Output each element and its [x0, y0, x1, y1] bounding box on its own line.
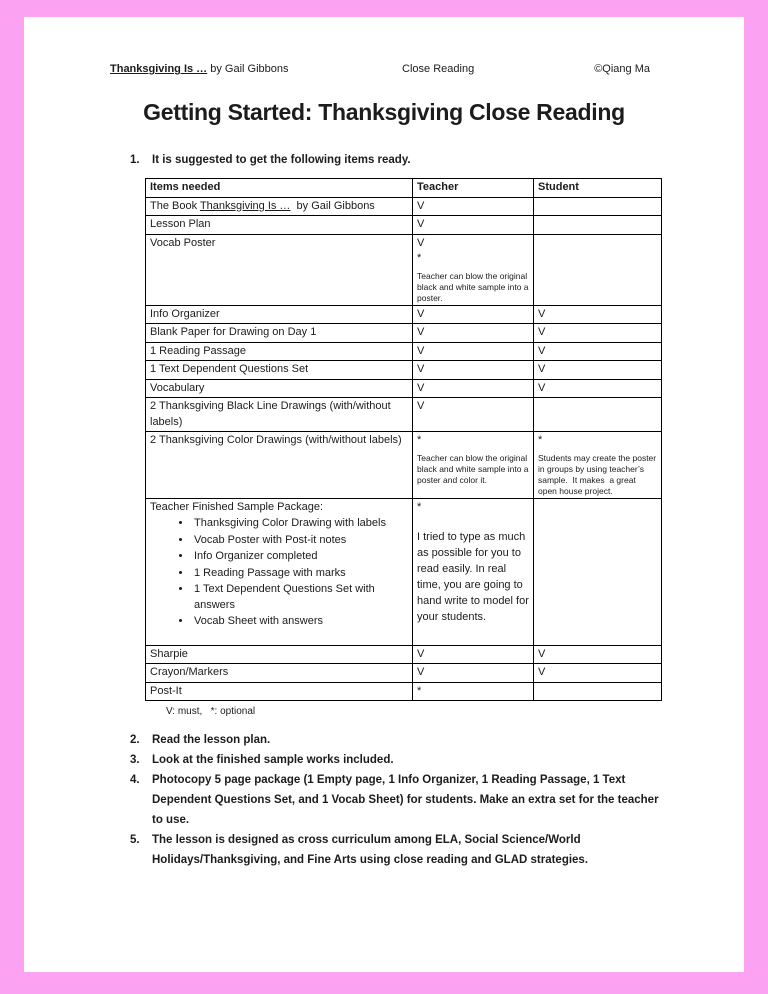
teacher-mark-optional: *: [417, 252, 422, 264]
student-cell: V: [534, 324, 662, 343]
teacher-cell: V: [413, 216, 534, 235]
teacher-cell: *: [413, 682, 534, 701]
package-bullet-list: [150, 516, 408, 630]
step-5: [130, 830, 686, 870]
student-cell: V: [534, 645, 662, 664]
table-row: [146, 305, 662, 324]
teacher-cell: V: [413, 361, 534, 380]
item-cell: Vocabulary: [146, 379, 413, 398]
table-legend: V: must, *: optional: [166, 706, 256, 717]
teacher-mark: V: [417, 236, 425, 249]
step-4: [130, 770, 686, 830]
package-bullet: • Vocab Sheet with answers: [192, 614, 408, 630]
table-row: [146, 379, 662, 398]
student-cell: [534, 432, 662, 499]
student-mark: *: [538, 434, 543, 446]
teacher-cell: V: [413, 342, 534, 361]
table-row: [146, 324, 662, 343]
table-header-row: [146, 179, 662, 198]
table-row: [146, 432, 662, 499]
table-row: [146, 342, 662, 361]
table-row: [146, 398, 662, 432]
step-number: 2.: [130, 734, 140, 746]
item-cell: 2 Thanksgiving Color Drawings (with/without labels): [146, 432, 413, 499]
item-cell: 1 Text Dependent Questions Set: [146, 361, 413, 380]
header-center-label: Close Reading: [402, 63, 475, 75]
step-2: [130, 730, 686, 750]
teacher-note: I tried to type as much as possible for you to read easily. In real time, you are going to hand write to model for your students.: [417, 531, 529, 623]
page-title: Getting Started: Thanksgiving Close Reading: [143, 99, 625, 125]
package-bullet: • Info Organizer completed: [192, 549, 408, 565]
item-cell: 2 Thanksgiving Black Line Drawings (with/without labels): [146, 398, 413, 432]
item-cell: Vocab Poster: [146, 234, 413, 305]
student-cell: [534, 682, 662, 701]
item-cell: 1 Reading Passage: [146, 342, 413, 361]
step-text: The lesson is designed as cross curriculum among ELA, Social Science/World Holidays/Thanksgiving, and Fine Arts using close reading and GLAD strategies.: [152, 834, 589, 866]
package-bullet: • 1 Text Dependent Questions Set with answers: [192, 582, 408, 613]
items-needed-table: [145, 178, 662, 701]
item-cell: Post-It: [146, 682, 413, 701]
table-row: [146, 361, 662, 380]
student-cell: [534, 498, 662, 645]
item-text: by Gail Gibbons: [290, 199, 375, 212]
teacher-cell: [413, 432, 534, 499]
document-page: [24, 17, 744, 972]
package-title: Teacher Finished Sample Package:: [150, 500, 324, 513]
teacher-cell: V: [413, 664, 534, 683]
teacher-cell: V: [413, 305, 534, 324]
teacher-mark: *: [417, 434, 422, 446]
table-row: [146, 498, 662, 645]
student-cell: V: [534, 305, 662, 324]
header-book-author: by Gail Gibbons: [207, 63, 289, 75]
item-cell: Crayon/Markers: [146, 664, 413, 683]
student-cell: [534, 197, 662, 216]
doc-header: [110, 62, 650, 76]
step-number: 3.: [130, 754, 140, 766]
teacher-note: Teacher can blow the original black and white sample into a poster and color it.: [417, 452, 531, 485]
step-text: It is suggested to get the following items ready.: [152, 154, 411, 166]
header-copyright: ©Qiang Ma: [594, 63, 650, 75]
teacher-note: Teacher can blow the original black and white sample into a poster.: [417, 270, 531, 303]
table-row: [146, 645, 662, 664]
header-book-title: Thanksgiving Is …: [110, 63, 208, 75]
item-cell: Sharpie: [146, 645, 413, 664]
step-text: Look at the finished sample works included.: [152, 754, 394, 766]
column-header-teacher: Teacher: [413, 179, 534, 198]
teacher-cell: [413, 234, 534, 305]
item-cell: [146, 498, 413, 645]
student-cell: [534, 216, 662, 235]
package-bullet: • Vocab Poster with Post-it notes: [192, 533, 408, 549]
student-cell: V: [534, 342, 662, 361]
student-cell: V: [534, 379, 662, 398]
step-text: Read the lesson plan.: [152, 734, 271, 746]
student-cell: [534, 398, 662, 432]
column-header-student: Student: [534, 179, 662, 198]
step-number: 5.: [130, 834, 140, 846]
teacher-cell: V: [413, 197, 534, 216]
table-row: [146, 664, 662, 683]
step-text: Photocopy 5 page package (1 Empty page, 1 Info Organizer, 1 Reading Passage, 1 Text Dependent Questions Set, and 1 Vocab Sheet) for students. Make an extra set for the teacher to use.: [152, 774, 659, 826]
step-1: [130, 150, 684, 170]
item-book-title: Thanksgiving Is …: [199, 199, 291, 212]
student-cell: V: [534, 664, 662, 683]
item-cell: Lesson Plan: [146, 216, 413, 235]
header-book-reference: [110, 62, 402, 76]
teacher-mark: *: [417, 500, 422, 513]
step-number: 4.: [130, 774, 140, 786]
student-note: Students may create the poster in groups by using teacher’s sample. It makes a great open house project.: [538, 452, 659, 496]
teacher-cell: V: [413, 645, 534, 664]
teacher-cell: [413, 498, 534, 645]
table-row: [146, 197, 662, 216]
step-3: [130, 750, 686, 770]
teacher-cell: V: [413, 398, 534, 432]
step-number: 1.: [130, 154, 140, 166]
item-cell: Blank Paper for Drawing on Day 1: [146, 324, 413, 343]
table-row: [146, 234, 662, 305]
item-text: The Book: [150, 199, 200, 212]
package-bullet: • 1 Reading Passage with marks: [192, 566, 408, 582]
item-cell: Info Organizer: [146, 305, 413, 324]
table-row: [146, 682, 662, 701]
item-cell: [146, 197, 413, 216]
steps-list: [130, 730, 686, 870]
package-bullet: • Thanksgiving Color Drawing with labels: [192, 516, 408, 532]
student-cell: [534, 234, 662, 305]
student-cell: V: [534, 361, 662, 380]
teacher-cell: V: [413, 379, 534, 398]
column-header-items: Items needed: [146, 179, 413, 198]
table-row: [146, 216, 662, 235]
teacher-cell: V: [413, 324, 534, 343]
